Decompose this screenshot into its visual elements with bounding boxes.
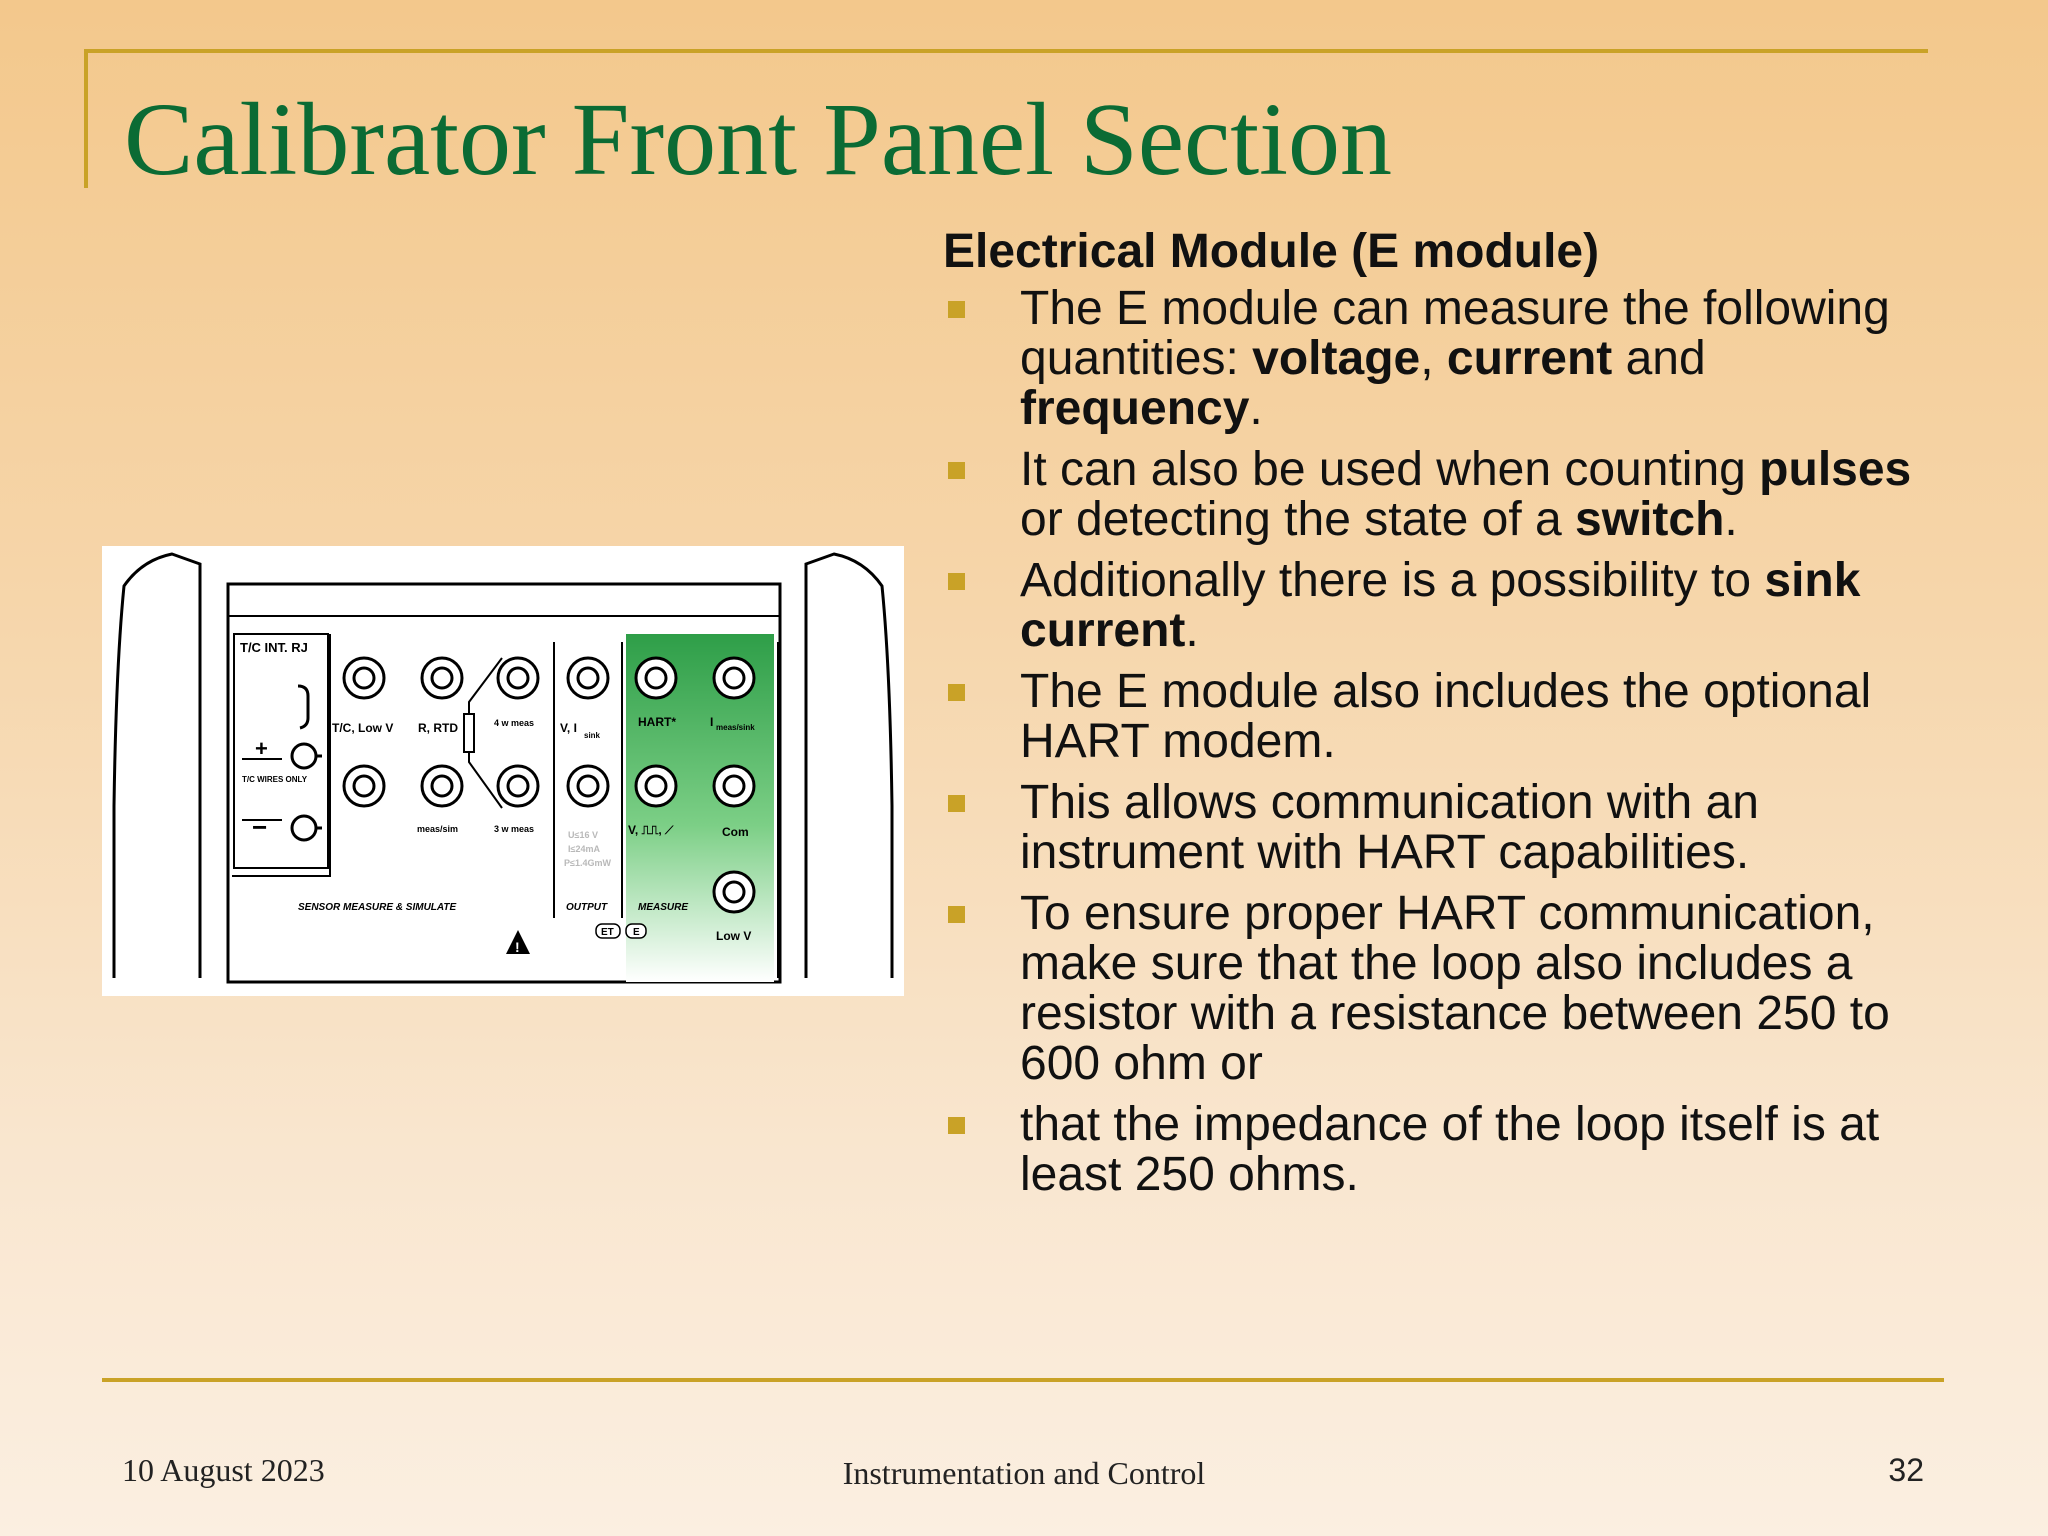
- square-bullet-icon: [948, 1117, 965, 1134]
- label-imeas-sink-sub: meas/sink: [716, 723, 755, 732]
- front-panel-drawing: [102, 546, 904, 996]
- housing-right-wing: [806, 554, 892, 978]
- tc-minus-label: −: [252, 812, 268, 842]
- bullet-text: [1020, 1098, 1879, 1201]
- text-run: that the impedance of the loop itself is at least 250 ohms.: [1020, 1098, 1880, 1201]
- bullet-text: [1020, 887, 1890, 1090]
- label-output-spec-2: I≤24mA: [568, 844, 600, 854]
- slide-title: Calibrator Front Panel Section: [124, 82, 1393, 197]
- label-measure: MEASURE: [638, 902, 689, 913]
- label-hart: HART*: [638, 715, 676, 729]
- label-output-spec-3: P≤1.4GmW: [564, 858, 611, 868]
- square-bullet-icon: [948, 795, 965, 812]
- bullet-list: [943, 284, 1943, 1200]
- terminal-tc-low-v: [344, 658, 384, 698]
- frame-top-line: [84, 49, 1928, 53]
- warning-mark: !: [515, 939, 520, 955]
- label-sensor-measure-simulate: SENSOR MEASURE & SIMULATE: [298, 902, 457, 913]
- label-meas-sim: meas/sim: [417, 824, 459, 834]
- text-run: .: [1185, 604, 1199, 657]
- footer-title: Instrumentation and Control: [842, 1455, 1206, 1491]
- text-run: or detecting the state of a: [1020, 493, 1576, 546]
- content-column: [943, 224, 1943, 1211]
- bold-term: current: [1446, 332, 1613, 385]
- rtd-resistor: [464, 714, 474, 752]
- bold-term: sink current: [1020, 554, 1861, 657]
- bullet-item: [943, 284, 1943, 434]
- text-run: It can also be used when counting: [1020, 443, 1760, 496]
- tc-int-rj-label: T/C INT. RJ: [240, 640, 308, 655]
- text-run: .: [1724, 493, 1738, 546]
- calibrator-front-panel-image: [102, 546, 904, 996]
- terminal-meas-sim: [344, 766, 384, 806]
- bullet-item: [943, 556, 1943, 656]
- bullet-item: [943, 1100, 1943, 1200]
- terminal-low-v: [714, 872, 754, 912]
- label-low-v: Low V: [716, 929, 752, 943]
- text-run: Additionally there is a possibility to: [1020, 554, 1765, 607]
- page-number: 32: [1888, 1452, 1924, 1488]
- label-r-rtd: R, RTD: [418, 721, 458, 735]
- text-run: To ensure proper HART communication, make sure that the loop also includes a resistor with a resistance between 250 to 600 ohm or: [1020, 887, 1890, 1090]
- bullet-text: [1020, 554, 1860, 657]
- text-run: and: [1612, 332, 1706, 385]
- terminal-v-freq: [636, 766, 676, 806]
- bullet-item: [943, 889, 1943, 1089]
- bold-term: voltage: [1252, 332, 1421, 385]
- bullet-text: [1020, 665, 1871, 768]
- text-run: This allows communication with an instrument with HART capabilities.: [1020, 776, 1759, 879]
- bullet-text: [1020, 443, 1911, 546]
- terminal-r-rtd: [422, 658, 462, 698]
- terminal-hart: [636, 658, 676, 698]
- label-com: Com: [722, 825, 749, 839]
- bullet-text: [1020, 282, 1890, 435]
- bullet-item: [943, 445, 1943, 545]
- text-run: .: [1249, 382, 1263, 435]
- square-bullet-icon: [948, 906, 965, 923]
- terminal-meas-sim-2: [422, 766, 462, 806]
- tc-plus-label: +: [255, 736, 268, 761]
- text-run: The E module can measure the following quantities:: [1020, 282, 1890, 385]
- label-v-isink: V, I: [560, 721, 577, 735]
- section-subheading: Electrical Module (E module): [943, 225, 1600, 278]
- terminal-output-v: [568, 766, 608, 806]
- bold-term: pulses: [1759, 443, 1912, 496]
- label-output: OUTPUT: [566, 902, 608, 913]
- bullet-text: [1020, 776, 1759, 879]
- frame-left-line: [84, 49, 88, 188]
- label-v-isink-sub: sink: [584, 731, 601, 740]
- square-bullet-icon: [948, 684, 965, 701]
- label-output-spec-1: U≤16 V: [568, 830, 598, 840]
- tc-wires-only-label: T/C WIRES ONLY: [242, 775, 308, 784]
- bullet-item: [943, 778, 1943, 878]
- badge-e: E: [633, 927, 640, 938]
- square-bullet-icon: [948, 301, 965, 318]
- square-bullet-icon: [948, 573, 965, 590]
- label-tc-low-v: T/C, Low V: [332, 721, 394, 735]
- terminal-v-isink: [568, 658, 608, 698]
- bold-term: switch: [1575, 493, 1725, 546]
- label-4w-meas: 4 w meas: [494, 718, 535, 728]
- terminal-imeas-sink: [714, 658, 754, 698]
- label-imeas-sink: I: [710, 715, 714, 729]
- label-3w-meas: 3 w meas: [494, 824, 535, 834]
- terminal-com: [714, 766, 754, 806]
- text-run: ,: [1420, 332, 1447, 385]
- footer-date: 10 August 2023: [122, 1452, 325, 1488]
- badge-et: ET: [601, 927, 614, 938]
- text-run: The E module also includes the optional HART modem.: [1020, 665, 1872, 768]
- bold-term: frequency: [1020, 382, 1250, 435]
- housing-left-wing: [114, 554, 200, 978]
- bullet-item: [943, 667, 1943, 767]
- label-v-freq: V, ⎍⎍, ⟋: [628, 823, 674, 837]
- footer-rule: [102, 1378, 1944, 1382]
- terminal-4w-meas: [498, 658, 538, 698]
- terminal-3w-meas: [498, 766, 538, 806]
- square-bullet-icon: [948, 462, 965, 479]
